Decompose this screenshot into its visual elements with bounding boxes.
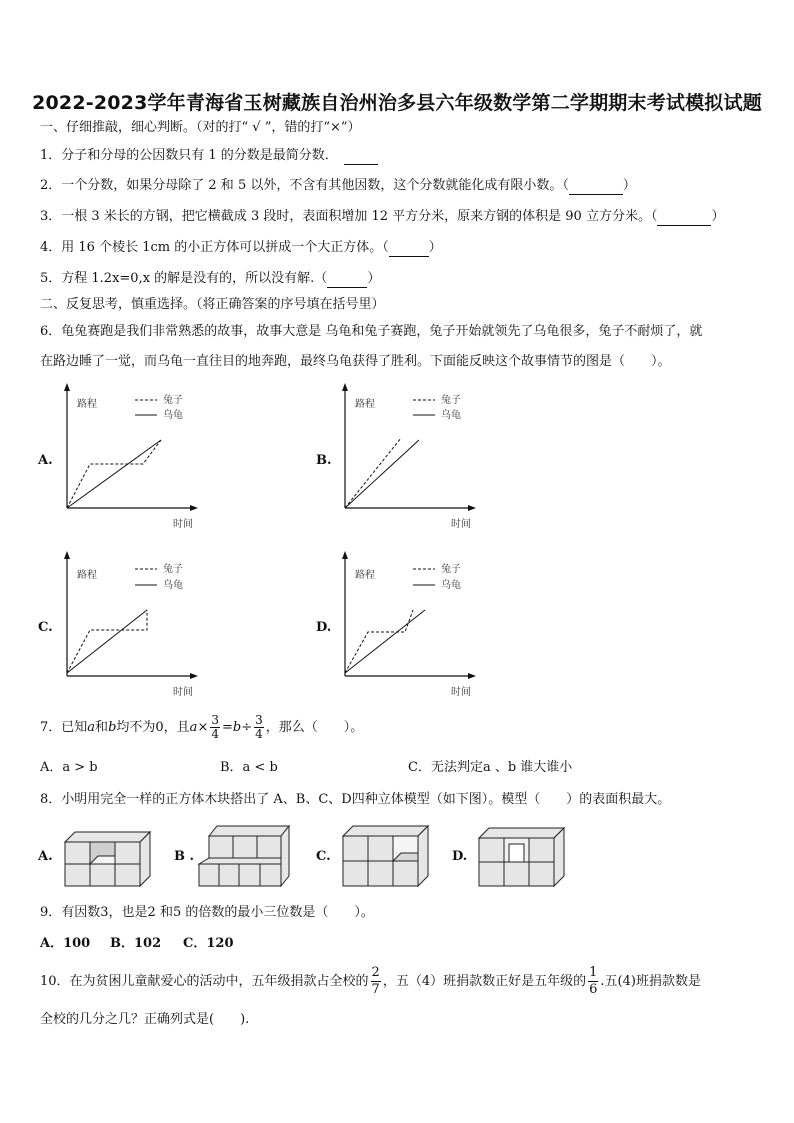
fraction-3-4 (254, 714, 264, 741)
x-axis-arrow (468, 673, 476, 679)
x-axis-label: 时间 (173, 519, 193, 530)
legend-turtle: 乌龟 (163, 410, 183, 421)
question-10 (40, 965, 701, 998)
q7-and: 和 (95, 719, 109, 735)
legend-rabbit: 兔子 (163, 395, 183, 406)
rabbit-line (345, 610, 413, 673)
question-7 (40, 714, 363, 741)
y-axis-arrow (64, 383, 70, 391)
close-paren: ） (428, 240, 442, 255)
legend-turtle: 乌龟 (441, 410, 461, 421)
q10-part3: .五(4)班捐款数是 (600, 973, 701, 989)
denominator: 4 (255, 727, 263, 741)
denominator: 6 (589, 982, 598, 997)
q7-var-a: a (87, 719, 96, 735)
y-axis-label: 路程 (77, 570, 97, 581)
question-1-text: 1．分子和分母的公因数只有 1 的分数是最简分数． (40, 148, 338, 163)
x-axis-label: 时间 (173, 687, 193, 698)
question-4 (40, 239, 442, 257)
rabbit-line (345, 438, 401, 508)
numerator: 1 (589, 965, 598, 980)
q7-var-b: b (232, 719, 242, 735)
answer-blank-4[interactable] (389, 243, 429, 257)
legend-rabbit: 兔子 (163, 564, 183, 575)
q7-mid: 均不为0，且 (116, 719, 190, 735)
graph-d (333, 548, 483, 703)
q7-option-b[interactable]: B．a < b (220, 760, 278, 775)
y-axis-arrow (342, 383, 348, 391)
question-10-line-2: 全校的几分之几？正确列式是( ). (40, 1012, 250, 1027)
q9-option-b[interactable]: B．102 (110, 936, 162, 951)
q7-option-a[interactable]: A．a > b (40, 760, 98, 775)
cube-model-a (62, 822, 154, 888)
answer-blank-1[interactable] (344, 151, 378, 165)
section-2-heading: 二、反复思考，慎重选择。（将正确答案的序号填在括号里） (40, 297, 385, 312)
q7-divide: ÷ (241, 719, 253, 735)
page-title: 2022-2023学年青海省玉树藏族自治州治多县六年级数学第二学期期末考试模拟试题 (32, 92, 762, 114)
close-paren: ） (367, 271, 381, 286)
q8-option-d[interactable]: D. (452, 849, 468, 864)
denominator: 7 (371, 982, 380, 997)
legend-turtle: 乌龟 (163, 580, 183, 591)
y-axis-label: 路程 (355, 399, 375, 410)
question-9: 9．有因数3，也是2 和5 的倍数的最小三位数是（ ）。 (40, 905, 374, 920)
q8-option-c[interactable]: C. (316, 849, 331, 864)
q9-option-c[interactable]: C．120 (183, 936, 234, 951)
numerator: 3 (255, 713, 263, 727)
numerator: 3 (211, 713, 219, 727)
turtle-line (67, 610, 147, 673)
denominator: 4 (211, 727, 219, 741)
answer-blank-5[interactable] (327, 274, 367, 288)
q7-var-b: b (108, 719, 117, 735)
question-3-text: 3．一根 3 米长的方钢，把它横截成 3 段时，表面积增加 12 平方分米，原来方钢的体积是 90 立方分米。（ (40, 209, 658, 224)
y-axis-arrow (342, 551, 348, 559)
graph-a (55, 380, 205, 535)
option-b-label[interactable]: B. (316, 453, 332, 468)
cube-model-c (340, 818, 432, 888)
x-axis-arrow (190, 505, 198, 511)
cube-model-b (196, 822, 296, 888)
answer-blank-2[interactable] (569, 181, 623, 195)
q7-option-c[interactable]: C．无法判定a 、b 谁大谁小 (408, 760, 573, 775)
graph-b (333, 380, 483, 535)
x-axis-arrow (190, 673, 198, 679)
q7-var-a: a (189, 719, 198, 735)
cube-model-d (476, 820, 570, 888)
legend-rabbit: 兔子 (441, 564, 461, 575)
fraction-1-6 (588, 965, 598, 998)
numerator: 2 (371, 965, 380, 980)
q10-part1: 10．在为贫困儿童献爱心的活动中，五年级捐款占全校的 (40, 973, 369, 989)
q10-part2: ，五（4）班捐款数正好是五年级的 (382, 973, 587, 989)
question-2 (40, 177, 636, 195)
y-axis-label: 路程 (355, 570, 375, 581)
y-axis-arrow (64, 551, 70, 559)
legend-turtle: 乌龟 (441, 580, 461, 591)
question-4-text: 4．用 16 个棱长 1cm 的小正方体可以拼成一个大正方体。（ (40, 240, 389, 255)
section-1-heading: 一、仔细推敲，细心判断。（对的打“ √ ”，错的打“×”） (40, 120, 361, 135)
x-axis-label: 时间 (451, 519, 471, 530)
q7-prefix: 7．已知 (40, 719, 88, 735)
fraction-3-4 (210, 714, 220, 741)
question-1 (40, 147, 378, 165)
graph-c (55, 548, 205, 703)
option-a-label[interactable]: A. (38, 453, 53, 468)
q9-option-a[interactable]: A．100 (40, 936, 91, 951)
option-d-label[interactable]: D. (316, 620, 332, 635)
question-5-text: 5．方程 1.2x=0,x 的解是没有的，所以没有解.（ (40, 271, 328, 286)
question-5 (40, 270, 380, 288)
turtle-line (67, 440, 161, 508)
question-8: 8．小明用完全一样的正方体木块搭出了 A、B、C、D四种立体模型（如下图）。模型（ ）的表面积最大。 (40, 792, 671, 807)
q7-times: × (197, 719, 209, 735)
question-2-text: 2．一个分数，如果分母除了 2 和 5 以外，不含有其他因数，这个分数就能化成有限小数。（ (40, 178, 569, 193)
turtle-line (345, 610, 425, 673)
y-axis-label: 路程 (77, 399, 97, 410)
fraction-2-7 (371, 965, 381, 998)
q7-equals: = (221, 719, 233, 735)
x-axis-label: 时间 (451, 687, 471, 698)
x-axis-arrow (468, 505, 476, 511)
question-6-line-2: 在路边睡了一觉，而乌龟一直往目的地奔跑，最终乌龟获得了胜利。下面能反映这个故事情节的图是（ ）。 (40, 354, 671, 369)
answer-blank-3[interactable] (657, 212, 711, 226)
turtle-line (345, 440, 419, 508)
question-3 (40, 208, 724, 226)
close-paren: ） (622, 178, 636, 193)
question-6-line-1: 6．龟兔赛跑是我们非常熟悉的故事，故事大意是 乌龟和兔子赛跑，兔子开始就领先了乌龟很多，兔子不耐烦了，就 (40, 324, 703, 339)
q8-option-b[interactable]: B . (174, 849, 195, 864)
q8-option-a[interactable]: A. (38, 849, 53, 864)
close-paren: ） (711, 209, 725, 224)
option-c-label[interactable]: C. (38, 620, 53, 635)
legend-rabbit: 兔子 (441, 395, 461, 406)
q7-suffix: ，那么（ ）。 (265, 719, 364, 735)
